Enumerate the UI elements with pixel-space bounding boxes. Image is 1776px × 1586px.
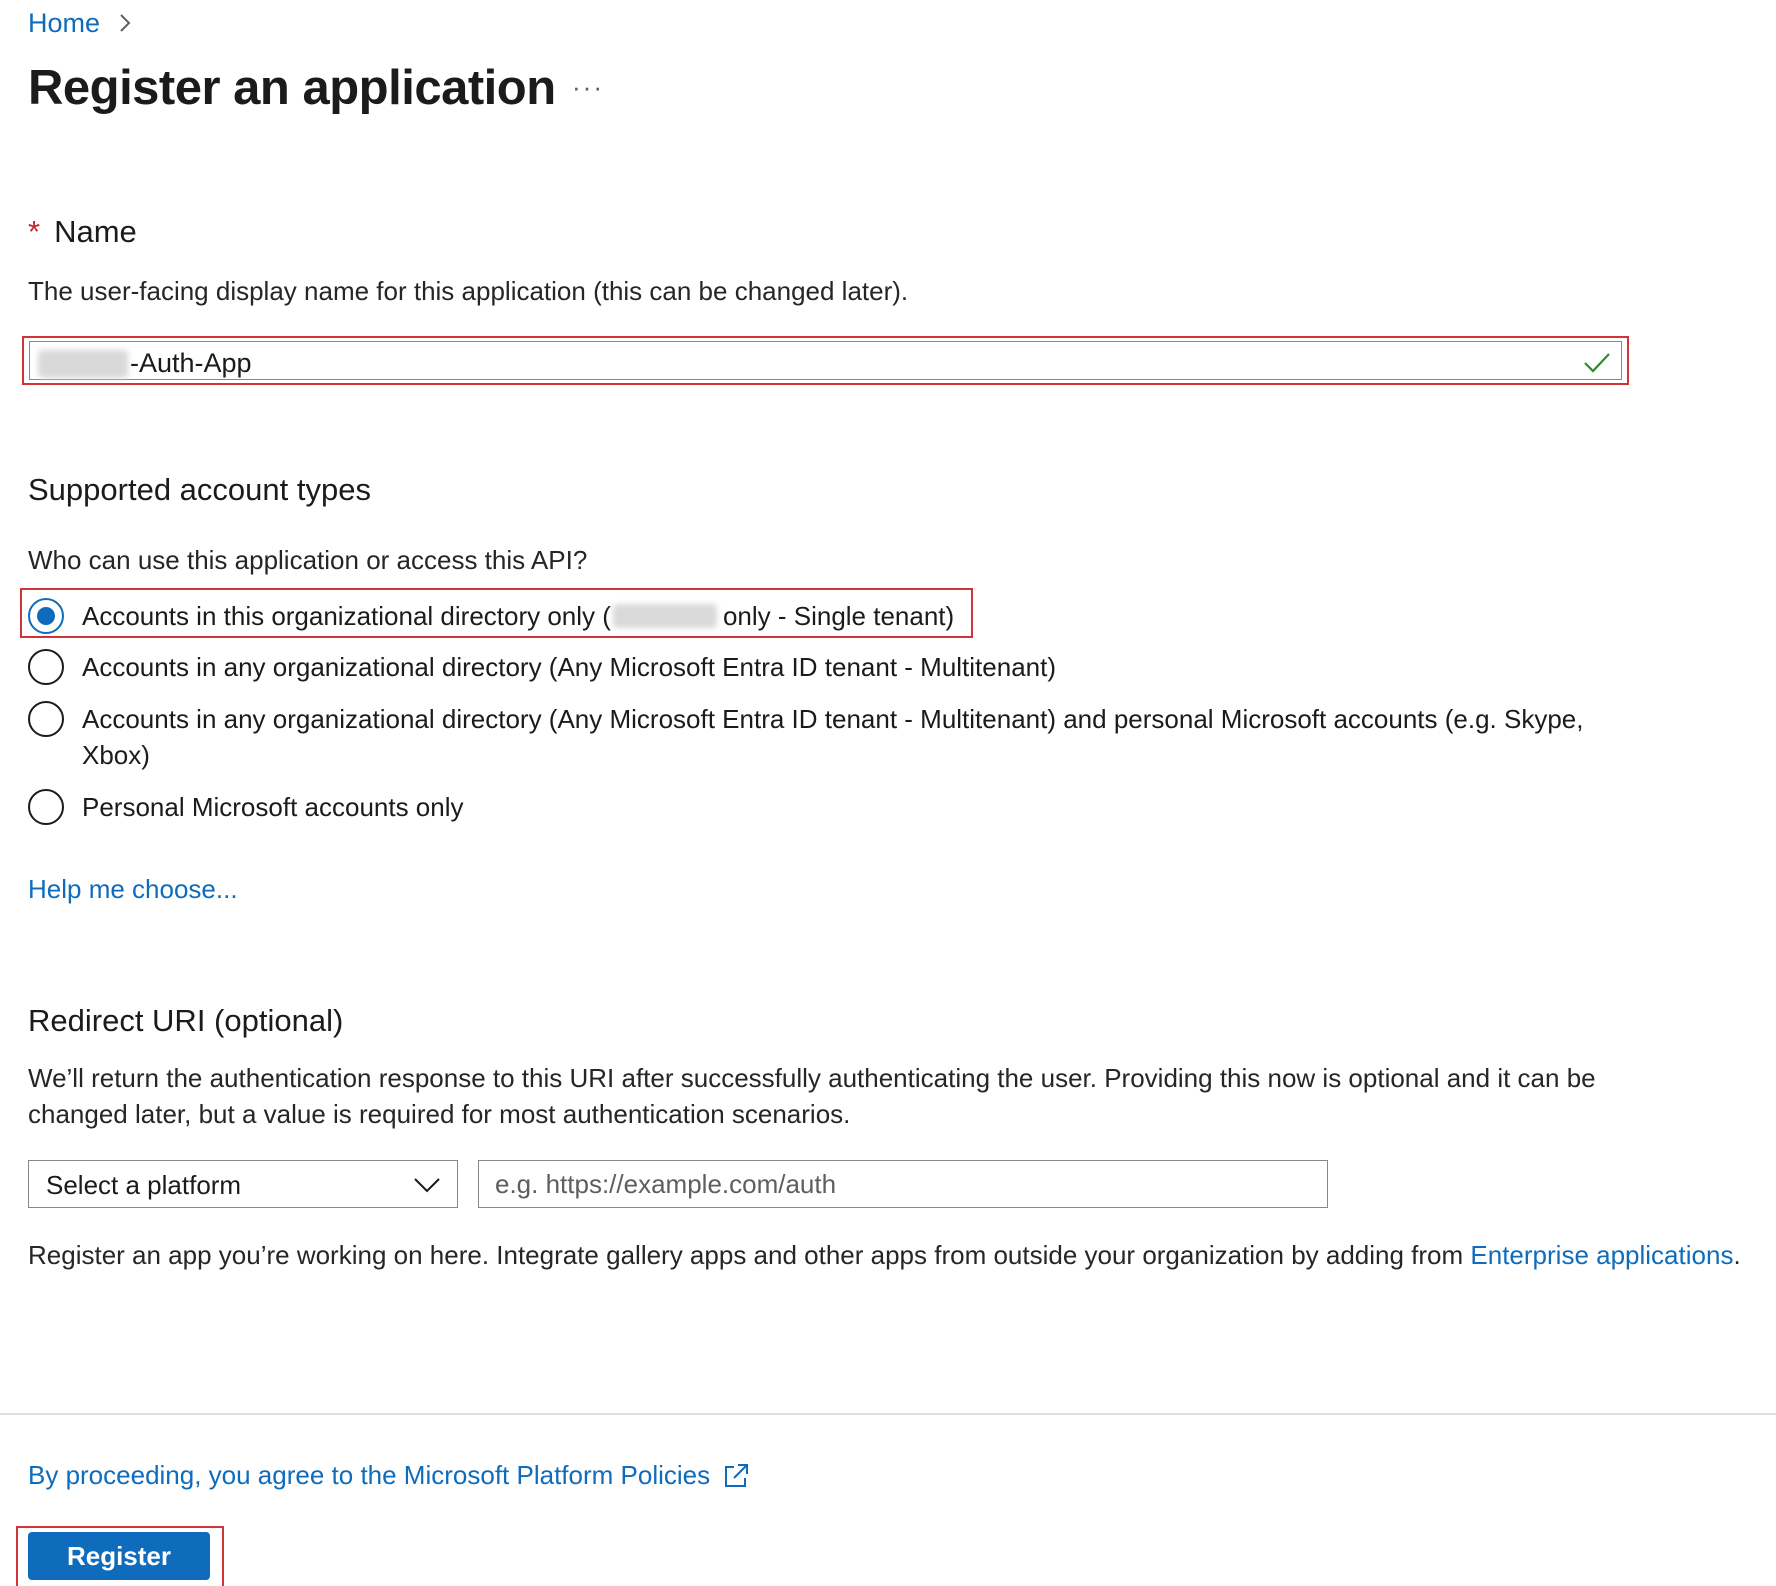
name-label	[28, 214, 137, 250]
radio-option-personal-only[interactable]	[28, 789, 464, 825]
radio-button[interactable]	[28, 701, 64, 737]
name-input-value: -Auth-App	[130, 348, 252, 378]
radio-button[interactable]	[28, 649, 64, 685]
radio-option-multitenant[interactable]	[28, 649, 1056, 685]
radio-option-single-tenant[interactable]	[28, 598, 954, 634]
radio-button[interactable]	[28, 789, 64, 825]
account-types-question: Who can use this application or access this API?	[28, 545, 588, 575]
radio-label-personal-only: Personal Microsoft accounts only	[82, 792, 464, 822]
section-title-redirect-uri: Redirect URI (optional)	[28, 1003, 344, 1038]
required-marker: *	[28, 214, 41, 249]
page-title: Register an application	[28, 61, 556, 115]
radio-label-prefix: Accounts in this organizational directory only (	[82, 601, 611, 631]
breadcrumb-home-link[interactable]: Home	[28, 7, 101, 38]
radio-label-single-tenant	[82, 598, 954, 634]
radio-option-multitenant-personal[interactable]	[28, 701, 1588, 773]
info-end: .	[1733, 1240, 1741, 1270]
chevron-right-icon	[118, 12, 132, 34]
redirect-description: We’ll return the authentication response to this URI after successfully authenticating the user. Providing this now is optional and it can be changed later, but a value is required for most authentication scenarios.	[28, 1063, 1596, 1129]
platform-policies-link[interactable]: By proceeding, you agree to the Microsoft Platform Policies	[28, 1460, 711, 1490]
radio-label-multitenant-personal: Accounts in any organizational directory (Any Microsoft Entra ID tenant - Multitenant) and personal Microsoft accounts (e.g. Skype, Xbox)	[82, 704, 1584, 770]
name-field-highlight	[22, 336, 1629, 385]
more-options-button[interactable]: ···	[572, 72, 604, 102]
redacted-text	[38, 350, 128, 378]
breadcrumb	[28, 6, 132, 40]
section-title-account-types: Supported account types	[28, 472, 371, 507]
checkmark-icon	[1583, 351, 1611, 375]
platform-select[interactable]	[28, 1160, 458, 1208]
external-link-icon[interactable]	[722, 1462, 750, 1490]
radio-button-selected[interactable]	[28, 598, 64, 634]
name-help-text: The user-facing display name for this application (this can be changed later).	[28, 276, 909, 306]
register-info-text	[28, 1240, 1741, 1271]
redacted-tenant-name	[613, 604, 717, 628]
info-text: Register an app you’re working on here. Integrate gallery apps and other apps from outside your organization by adding from	[28, 1240, 1471, 1270]
footer-divider	[0, 1413, 1776, 1415]
policies-row	[28, 1460, 750, 1491]
redirect-uri-input[interactable]	[478, 1160, 1328, 1208]
chevron-down-icon	[413, 1176, 441, 1194]
help-me-choose-link[interactable]: Help me choose...	[28, 874, 238, 904]
platform-select-placeholder: Select a platform	[46, 1170, 242, 1200]
register-button[interactable]: Register	[28, 1532, 210, 1580]
name-input[interactable]	[29, 341, 1622, 380]
radio-label-suffix: only - Single tenant)	[722, 601, 955, 631]
enterprise-applications-link[interactable]: Enterprise applications	[1470, 1240, 1734, 1270]
name-label-text: Name	[54, 214, 137, 249]
radio-label-multitenant: Accounts in any organizational directory (Any Microsoft Entra ID tenant - Multitenant)	[82, 652, 1056, 682]
